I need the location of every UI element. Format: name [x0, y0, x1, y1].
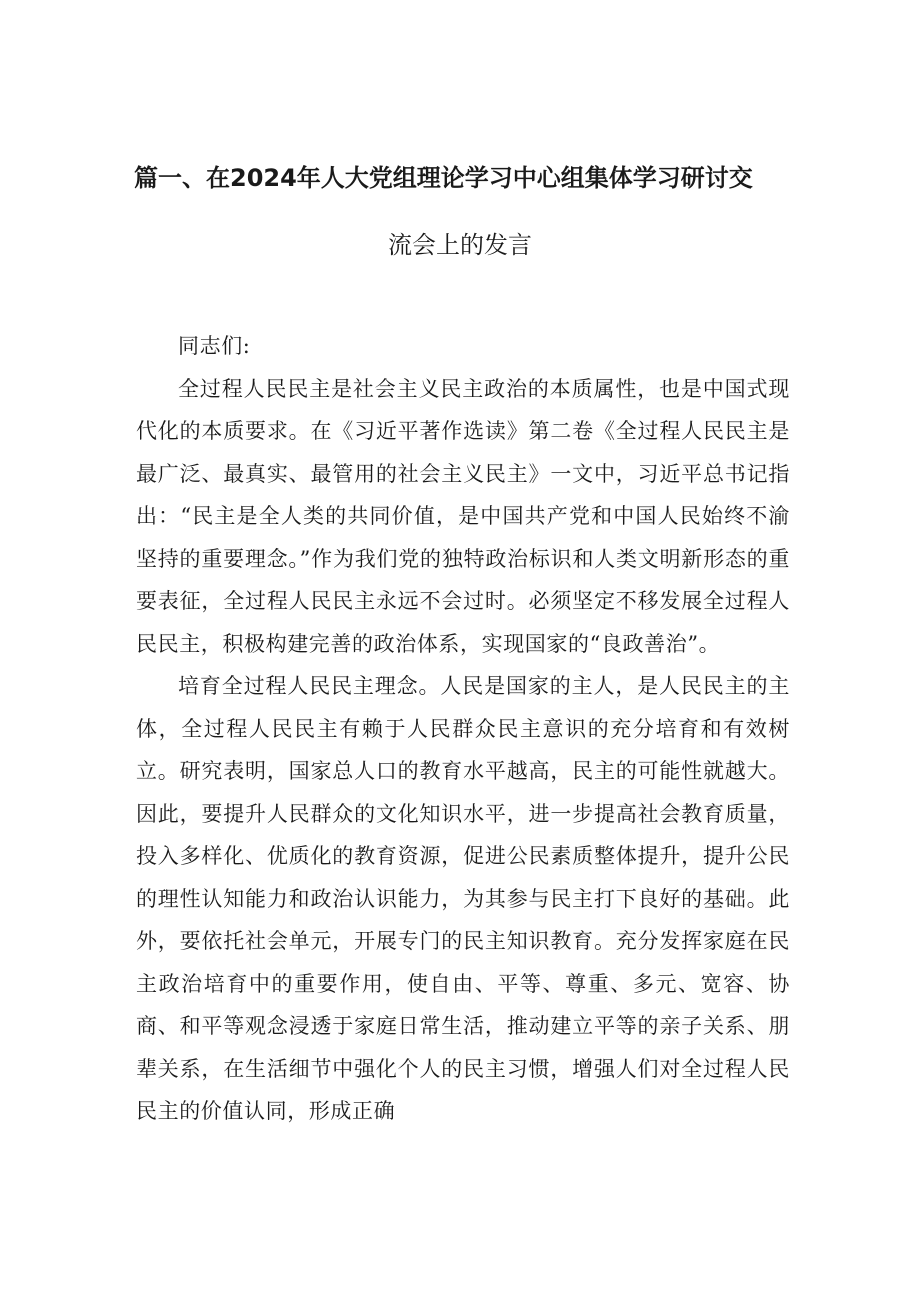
body-paragraph-1: 全过程人民民主是社会主义民主政治的本质属性，也是中国式现代化的本质要求。在《习近平著作选读》第二卷《全过程人民民主是最广泛、最真实、最管用的社会主义民主》一文中，习近平总书记指出：“民主是全人类的共同价值，是中国共产党和中国人民始终不渝坚持的重要理念。”作为我们党的独特政治标识和人类文明新形态的重要表征，全过程人民民主永远不会过时。必须坚定不移发展全过程人民民主，积极构建完善的政治体系，实现国家的“良政善治”。 [136, 376, 790, 656]
document-body [136, 325, 790, 1133]
document-title-line-2: 流会上的发言 [388, 231, 532, 259]
document-title-line-1: 篇一、在2024年人大党组理论学习中心组集体学习研讨交 [134, 164, 753, 192]
salutation: 同志们: [178, 334, 251, 358]
body-paragraph-2: 培育全过程人民民主理念。人民是国家的主人，是人民民主的主体，全过程人民民主有赖于人民群众民主意识的充分培育和有效树立。研究表明，国家总人口的教育水平越高，民主的可能性就越大。因此，要提升人民群众的文化知识水平，进一步提高社会教育质量，投入多样化、优质化的教育资源，促进公民素质整体提升，提升公民的理性认知能力和政治认识能力，为其参与民主打下良好的基础。此外，要依托社会单元，开展专门的民主知识教育。充分发挥家庭在民主政治培育中的重要作用，使自由、平等、尊重、多元、宽容、协商、和平等观念浸透于家庭日常生活，推动建立平等的亲子关系、朋辈关系，在生活细节中强化个人的民主习惯，增强人们对全过程人民民主的价值认同，形成正确 [136, 674, 790, 1123]
